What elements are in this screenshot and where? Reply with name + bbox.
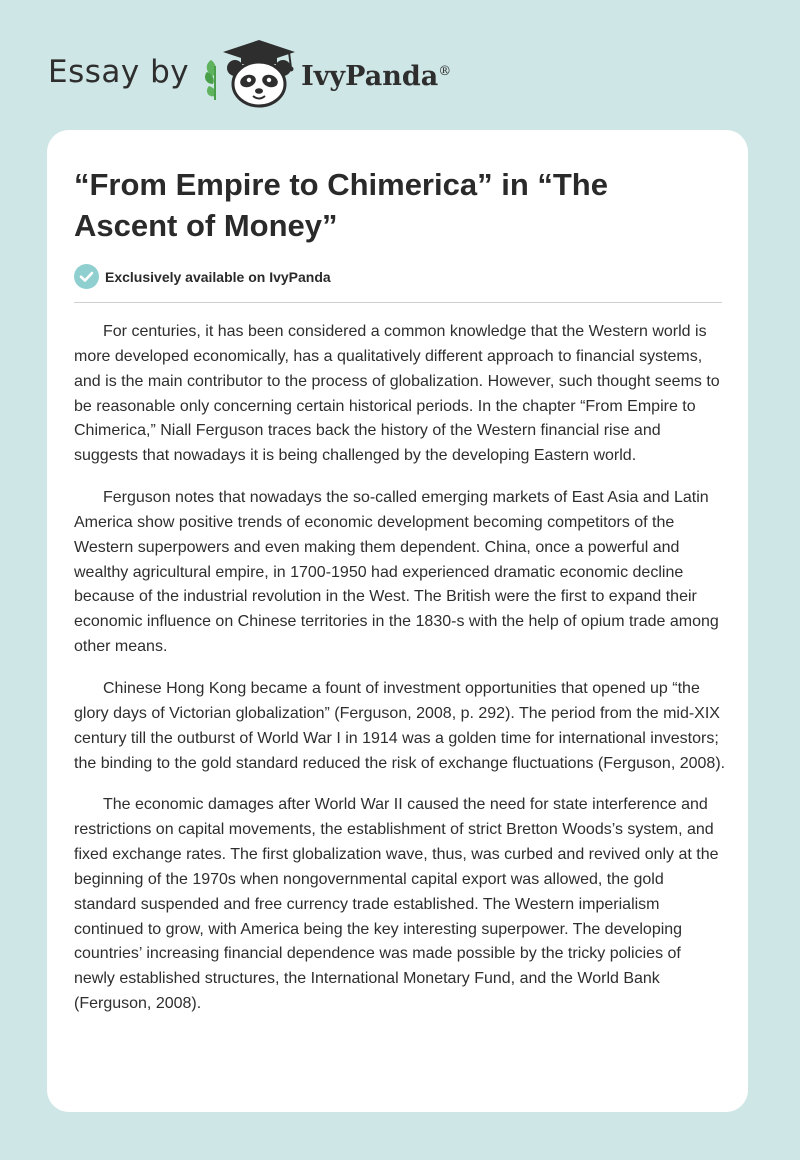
essay-body bbox=[74, 320, 726, 1034]
paragraph: Chinese Hong Kong became a fount of investment opportunities that opened up “the glory days of Victorian globalization” (Ferguson, 2008, p. 292). The period from the mid-XIX century till the outburst of World War I in 1914 was a golden time for international investors; the binding to the gold standard reduced the risk of exchange fluctuations (Ferguson, 2008). bbox=[74, 679, 726, 772]
divider bbox=[74, 302, 722, 303]
paragraph: For centuries, it has been considered a common knowledge that the Western world is more developed economically, has a qualitatively different approach to financial systems, and is the main contributor to the process of globalization. However, such thought seems to be reasonable only concerning certain historical periods. In the chapter “From Empire to Chimerica,” Niall Ferguson traces back the history of the Western financial rise and suggests that nowadays it is being challenged by the developing Eastern world. bbox=[74, 323, 720, 465]
registered-mark: ® bbox=[438, 63, 452, 79]
site-header bbox=[48, 36, 451, 108]
check-circle-icon bbox=[74, 264, 99, 289]
panda-graduate-logo-icon[interactable] bbox=[203, 36, 299, 108]
exclusive-badge-label: Exclusively available on IvyPanda bbox=[105, 268, 331, 285]
exclusive-badge bbox=[74, 264, 331, 289]
page-title: “From Empire to Chimerica” in “The Ascent of Money” bbox=[74, 167, 608, 243]
brand-name[interactable] bbox=[301, 61, 451, 92]
essay-by-label: Essay by bbox=[48, 54, 190, 90]
essay-card bbox=[47, 130, 748, 1112]
paragraph: Ferguson notes that nowadays the so-called emerging markets of East Asia and Latin America show positive trends of economic development becoming competitors of the Western superpowers and even making them dependent. China, once a powerful and wealthy agricultural empire, in 1700-1950 had experienced dramatic economic decline because of the industrial revolution in the West. The British were the first to expand their economic influence on Chinese territories in the 1830-s with the help of opium trade among other means. bbox=[74, 489, 719, 656]
paragraph: The economic damages after World War II caused the need for state interference and restrictions on capital movements, the establishment of strict Bretton Woods’s system, and fixed exchange rates. The first globalization wave, thus, was curbed and revived only at the beginning of the 1970s when nongovernmental capital export was allowed, the gold standard suspended and free currency trade established. The Western imperialism continued to grow, with America being the key interesting superpower. The developing countries’ increasing financial dependence was made possible by the tricky policies of newly established structures, the International Monetary Fund, and the World Bank (Ferguson, 2008). bbox=[74, 796, 719, 1013]
brand-label: IvyPanda bbox=[301, 60, 439, 92]
